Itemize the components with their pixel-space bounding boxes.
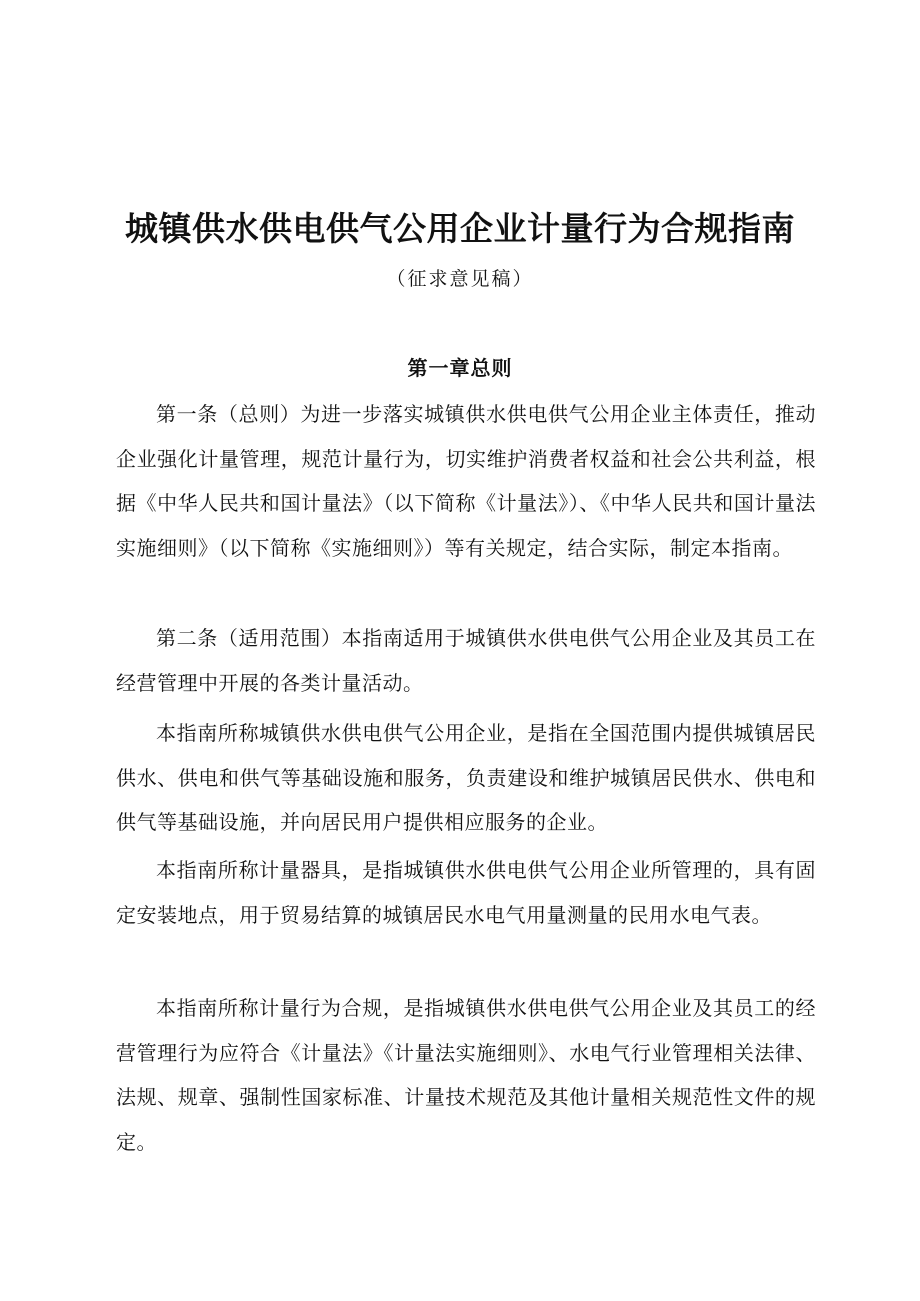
paragraph-article-2: 第二条（适用范围）本指南适用于城镇供水供电供气公用企业及其员工在经营管理中开展的各类计量活动。 — [116, 626, 816, 695]
definition-compliance-block — [116, 986, 816, 1164]
paragraph-definition-enterprise: 本指南所称城镇供水供电供气公用企业，是指在全国范围内提供城镇居民供水、供电和供气等基础设施和服务，负责建设和维护城镇居民供水、供电和供气等基础设施，并向居民用户提供相应服务的企业。 — [116, 721, 816, 834]
paragraph-definition-instrument: 本指南所称计量器具，是指城镇供水供电供气公用企业所管理的，具有固定安装地点，用于贸易结算的城镇居民水电气用量测量的民用水电气表。 — [116, 858, 816, 927]
chapter-heading: 第一章总则 — [407, 356, 513, 380]
definition-enterprise-block — [116, 711, 816, 845]
paragraph-definition-compliance: 本指南所称计量行为合规，是指城镇供水供电供气公用企业及其员工的经营管理行为应符合《计量法》《计量法实施细则》、水电气行业管理相关法律、法规、规章、强制性国家标准、计量技术规范及其他计量相关规范性文件的规定。 — [116, 996, 816, 1154]
article-2-block — [116, 616, 816, 705]
definition-instrument-block — [116, 848, 816, 937]
paragraph-article-1: 第一条（总则）为进一步落实城镇供水供电供气公用企业主体责任，推动企业强化计量管理，规范计量行为，切实维护消费者权益和社会公共利益，根据《中华人民共和国计量法》（以下简称《计量法》）、《中华人民共和国计量法实施细则》（以下简称《实施细则》）等有关规定，结合实际，制定本指南。 — [116, 402, 816, 560]
article-1-block — [116, 392, 816, 570]
document-title: 城镇供水供电供气公用企业计量行为合规指南 — [125, 209, 795, 248]
document-subtitle: （征求意见稿） — [386, 268, 534, 290]
